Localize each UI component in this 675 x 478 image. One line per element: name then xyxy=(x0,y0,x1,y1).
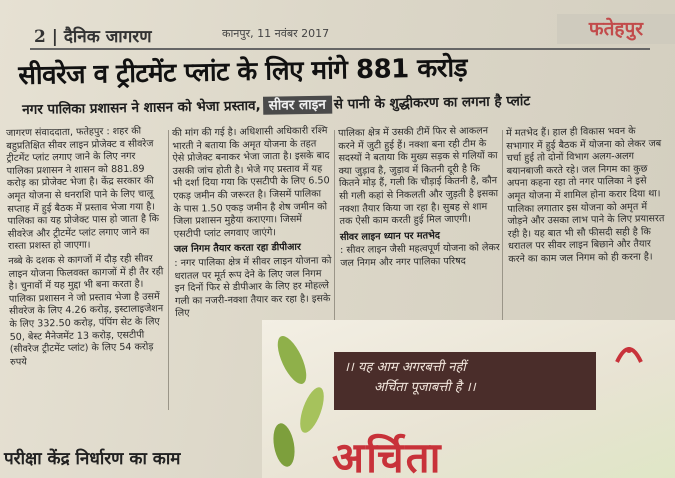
column-divider xyxy=(168,130,169,410)
article-paragraph: : नगर पालिका क्षेत्र में सीवर लाइन योजना को धरातल पर मूर्त रूप देने के लिए जल निगम इन दिनों फिर से डीपीआर के लिए हर मोहल्ले गली का नजरी-नक्शा तैयार कर रहा है। इसके लिए xyxy=(174,255,332,320)
article-subheading: जल निगम तैयार करता रहा डीपीआर xyxy=(174,242,301,256)
subhead-highlight: सीवर लाइन xyxy=(263,96,332,115)
ad-tagline-line-2: अर्चिता पूजाबत्ती है ।। xyxy=(374,380,476,395)
ad-brand-name: अर्चिता xyxy=(332,433,443,478)
article-paragraph: : सीवर लाइन जैसी महत्वपूर्ण योजना को लेकर जल निगम और नगर पालिका परिषद xyxy=(340,242,500,269)
headline: सीवरेज व ट्रीटमेंट प्लांट के लिए मांगे 881 करोड़ xyxy=(18,53,468,91)
dateline: कानपुर, 11 नवंबर 2017 xyxy=(222,27,330,40)
article-paragraph: जागरण संवाददाता, फतेहपुर : शहर की बहुप्रतिक्षित सीवर लाइन प्रोजेक्ट व सीवरेज ट्रीटमेंट प्लांट लगाए जाने के लिए नगर पालिका प्रशासन ने शासन को 881.89 करोड़ का प्रोजेक्ट भेजा है। केंद्र सरकार की अमृत योजना से धनराशि पाने के लिए चालू सप्ताह में हुई बैठक में प्रस्ताव भेजा गया है। पालिका का यह प्रोजेक्ट पास हो जाता है कि सीवरेज और ट्रीटमेंट प्लांट लगाए जाने का रास्ता प्रशस्त हो जाएगा। xyxy=(6,125,160,253)
article-column-2 xyxy=(172,125,333,323)
article-paragraph: पालिका क्षेत्र में उसकी टीमें फिर से आकलन करने में जुटी हुई हैं। नक्शा बना रही टीम के सदस्यों ने बताया कि मुख्य सड़क से गलियों का क्या जुड़ाव है, जुड़ाव में कितनी दूरी है कि कितने मोड़ हैं, गली कि चौड़ाई कितनी है, कौन सी गली कहां से निकलती और जुड़ती है इसका नक्शा तैयार किया जा रहा है। सुबह से शाम तक ऐसी काम करती हुई मिल जाएगी। xyxy=(338,125,499,228)
article-paragraph: की मांग की गई है। अधिशासी अधिकारी रश्मि भारती ने बताया कि अमृत योजना के तहत ऐसे प्रोजेक्ट बनाकर भेजा जाता है। इसके बाद उसकी जांच होती है। भेजे गए प्रस्ताव में यह भी दर्शा दिया गया कि एसटीपी के लिए 6.50 एकड़ जमीन की जरूरत है। जिसमें पालिका के पास 1.50 एकड़ जमीन है शेष जमीन को जिला प्रशासन मुहैया कराएगा। जिसमें एसटीपी प्लांट लगवाए जाएंगे। xyxy=(172,125,330,240)
ad-tagline-banner xyxy=(334,352,596,410)
ad-tagline-line-1: ।। यह आम अगरबत्ती नहीं xyxy=(344,360,466,375)
city-label: फतेहपुर xyxy=(557,14,675,44)
article-paragraph: में मतभेद हैं। हाल ही विकास भवन के सभागार में हुई बैठक में योजना को लेकर जब चर्चा हुई तो दोनों विभाग अलग-अलग बयानबाजी करते रहे। जल निगम का कुछ अपना कहना रहा तो नगर पालिका ने इसे अमृत योजना में शामिल होना करार दिया था। पालिका लगातार इस योजना को अमृत में जोड़ने और उसका लाभ पाने के लिए प्रयासरत रही है। यह बात भी सौ फीसदी सही है कि धरातल पर सीवर लाइन बिछाने और तैयार करने का काम जल निगम को ही करना है। xyxy=(506,125,665,265)
article-column-1 xyxy=(6,125,168,371)
advertisement xyxy=(262,320,675,478)
article-subheading: सीवर लाइन ध्यान पर मतभेद xyxy=(339,229,441,243)
subheadline xyxy=(22,89,672,118)
subhead-before: नगर पालिका प्रशासन ने शासन को भेजा प्रस्ताव, xyxy=(22,97,261,118)
article-column-4 xyxy=(506,125,668,268)
article-column-3 xyxy=(338,125,500,272)
newspaper-masthead: 2 | दैनिक जागरण xyxy=(34,27,152,47)
brand-logo-icon xyxy=(609,332,649,372)
bottom-article-headline: परीक्षा केंद्र निर्धारण का काम xyxy=(4,449,181,469)
article-paragraph: नब्बे के दशक से कागजों में दौड़ रही सीवर लाइन योजना फिलवक्त कागजों में ही तैर रही है। चुनावों में यह मुद्दा भी बना करता है। पालिका प्रशासन ने जो प्रस्ताव भेजा है उसमें सीवरेज के लिए 4.26 करोड़, इस्टालाइजेशन के लिए 332.50 करोड़, पंपिंग सेट के लिए 50, बेस्ट मैनेजमेंट 13 करोड़, एसटीपी (सीवरेज ट्रीटमेंट प्लांट) के लिए 54 करोड़ रुपये xyxy=(8,253,164,368)
leaf-decoration-icon xyxy=(262,320,342,478)
subhead-after: से पानी के शुद्धीकरण का लगना है प्लांट xyxy=(333,93,531,113)
